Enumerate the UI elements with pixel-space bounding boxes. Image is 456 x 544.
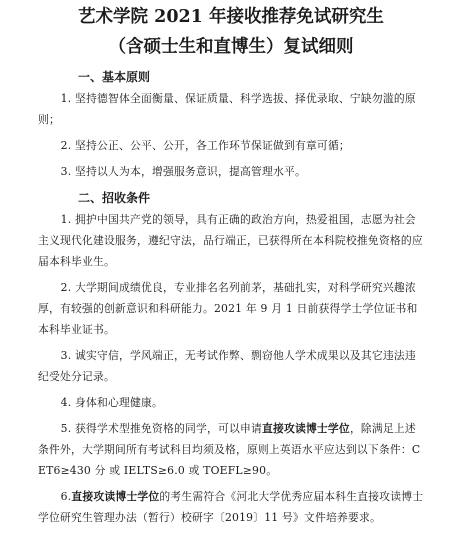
section-heading-admission-conditions: 二、招收条件 [78, 191, 151, 205]
condition-item-5-bold: 直接攻读博士学位 [261, 422, 350, 435]
principle-item-1: 1. 坚持德智体全面衡量、保证质量、科学选拔、择优录取、宁缺勿滥的原则； [38, 92, 416, 126]
condition-item-5 [38, 418, 424, 481]
principle-item-2: 2. 坚持公正、公平、公开，各工作环节保证做到有章可循； [60, 139, 350, 152]
condition-item-1: 1. 拥护中国共产党的领导，具有正确的政治方向，热爱祖国，志愿为社会主义现代化建设服务，遵纪守法，品行端正，已获得所在本科院校推免资格的应届本科毕业生。 [38, 213, 423, 268]
principle-item-3: 3. 坚持以人为本，增强服务意识，提高管理水平。 [60, 165, 306, 178]
condition-item-3: 3. 诚实守信，学风端正，无考试作弊、剽窃他人学术成果以及其它违法违纪受处分记录。 [38, 349, 416, 383]
document-title-line-1: 艺术学院 2021 年接收推荐免试研究生 [78, 7, 384, 27]
condition-item-4: 4. 身体和心理健康。 [60, 396, 163, 409]
document-title-line-2: （含硕士生和直博生）复试细则 [108, 37, 354, 57]
condition-item-6-text: 的考生需符合《河北大学优秀应届本科生直接攻读博士学位研究生管理办法（暂行）校研字〔2019〕11 号》文件培养要求。 [38, 490, 424, 524]
condition-item-6 [38, 486, 424, 528]
condition-item-6-bold: 直接攻读博士学位 [71, 490, 160, 503]
condition-item-5-text-b: ，除满足上述条件外，大学期间所有考试科目均须及格，原则上英语水平应达到以下条件：CET6≥430 分 或 IELTS≥6.0 或 TOEFL≥90。 [38, 422, 421, 477]
section-heading-basic-principles: 一、基本原则 [78, 70, 151, 84]
condition-item-2: 2. 大学期间成绩优良，专业排名名列前茅，基础扎实，对科学研究兴趣浓厚，有较强的创新意识和科研能力。2021 年 9 月 1 日前获得学士学位证书和本科毕业证书。 [38, 281, 418, 336]
condition-item-5-text-a: 5. 获得学术型推免资格的同学，可以申请 [60, 422, 262, 435]
condition-item-6-number: 6. [60, 490, 72, 503]
